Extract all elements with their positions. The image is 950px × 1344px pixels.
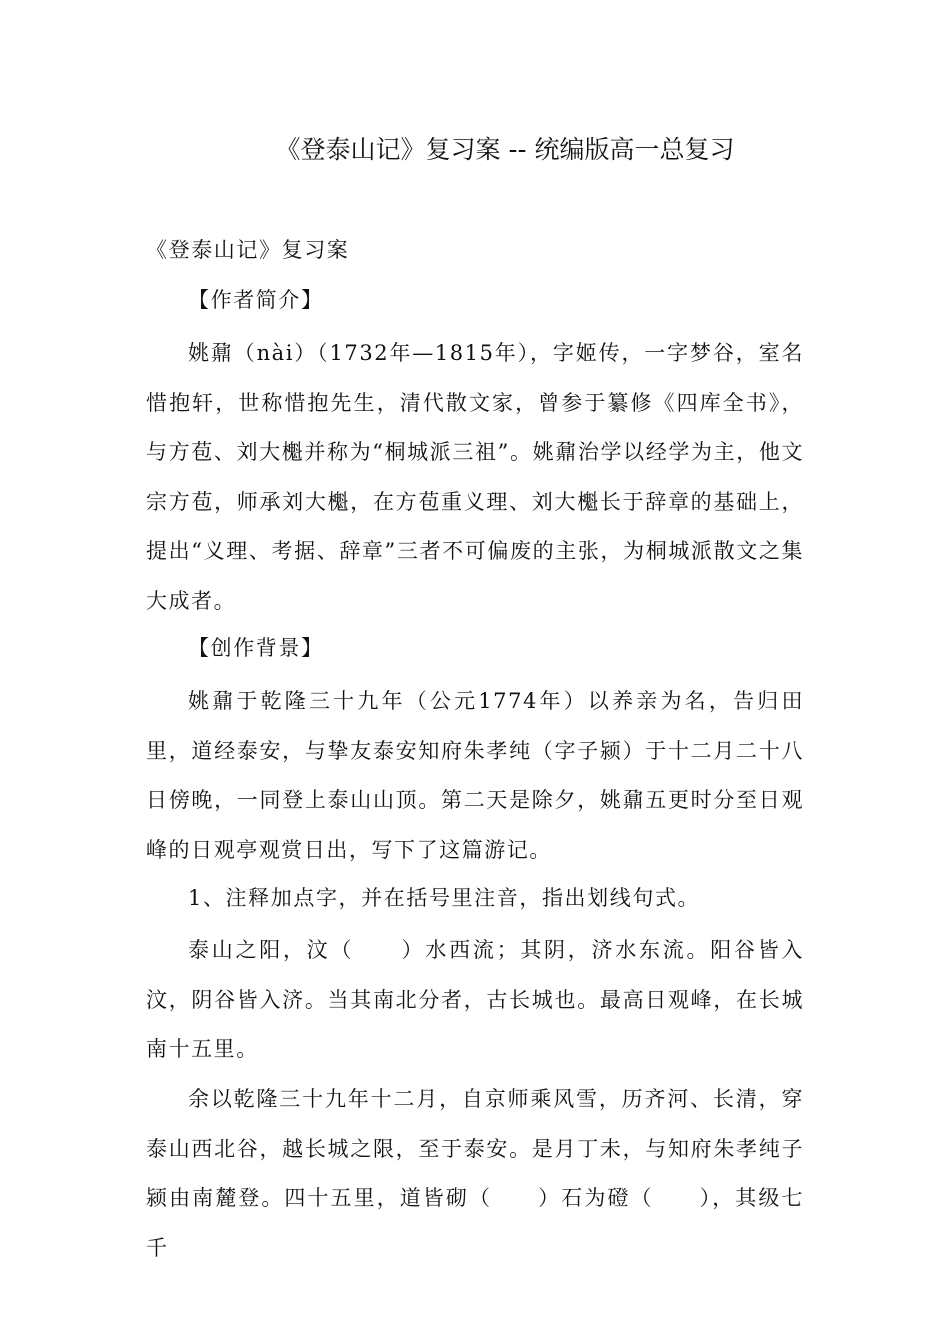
exercise-heading: 1、注释加点字，并在括号里注音，指出划线句式。: [188, 886, 701, 910]
document-subtitle: 《登泰山记》复习案: [146, 238, 350, 262]
background-heading: 【创作背景】: [188, 636, 324, 660]
author-paragraph: 姚鼐（nài）（1732年—1815年），字姬传，一字梦谷，室名惜抱轩，世称惜抱先生，清代散文家，曾参于纂修《四库全书》，与方苞、刘大櫆并称为“桐城派三祖”。姚鼐治学以经学为主，他文宗方苞，师承刘大櫆，在方苞重义理、刘大櫆长于辞章的基础上，提出“义理、考据、辞章”三者不可偏废的主张，为桐城派散文之集大成者。: [146, 341, 804, 613]
exercise-paragraph-2: 余以乾隆三十九年十二月，自京师乘风雪，历齐河、长清，穿泰山西北谷，越长城之限，至于泰安。是月丁未，与知府朱孝纯子颍由南麓登。四十五里，道皆砌（ ）石为磴（ ），其级七千: [146, 1087, 804, 1260]
exercise-paragraph-1: 泰山之阳，汶（ ）水西流；其阴，济水东流。阳谷皆入汶，阴谷皆入济。当其南北分者，古长城也。最高日观峰，在长城南十五里。: [146, 938, 804, 1061]
background-paragraph: 姚鼐于乾隆三十九年（公元1774年）以养亲为名，告归田里，道经泰安，与挚友泰安知府朱孝纯（字子颍）于十二月二十八日傍晚，一同登上泰山山顶。第二天是除夕，姚鼐五更时分至日观峰的日观亭观赏日出，写下了这篇游记。: [146, 689, 804, 862]
document-title: 《登泰山记》复习案 -- 统编版高一总复习: [275, 135, 735, 164]
author-heading: 【作者简介】: [188, 288, 324, 312]
